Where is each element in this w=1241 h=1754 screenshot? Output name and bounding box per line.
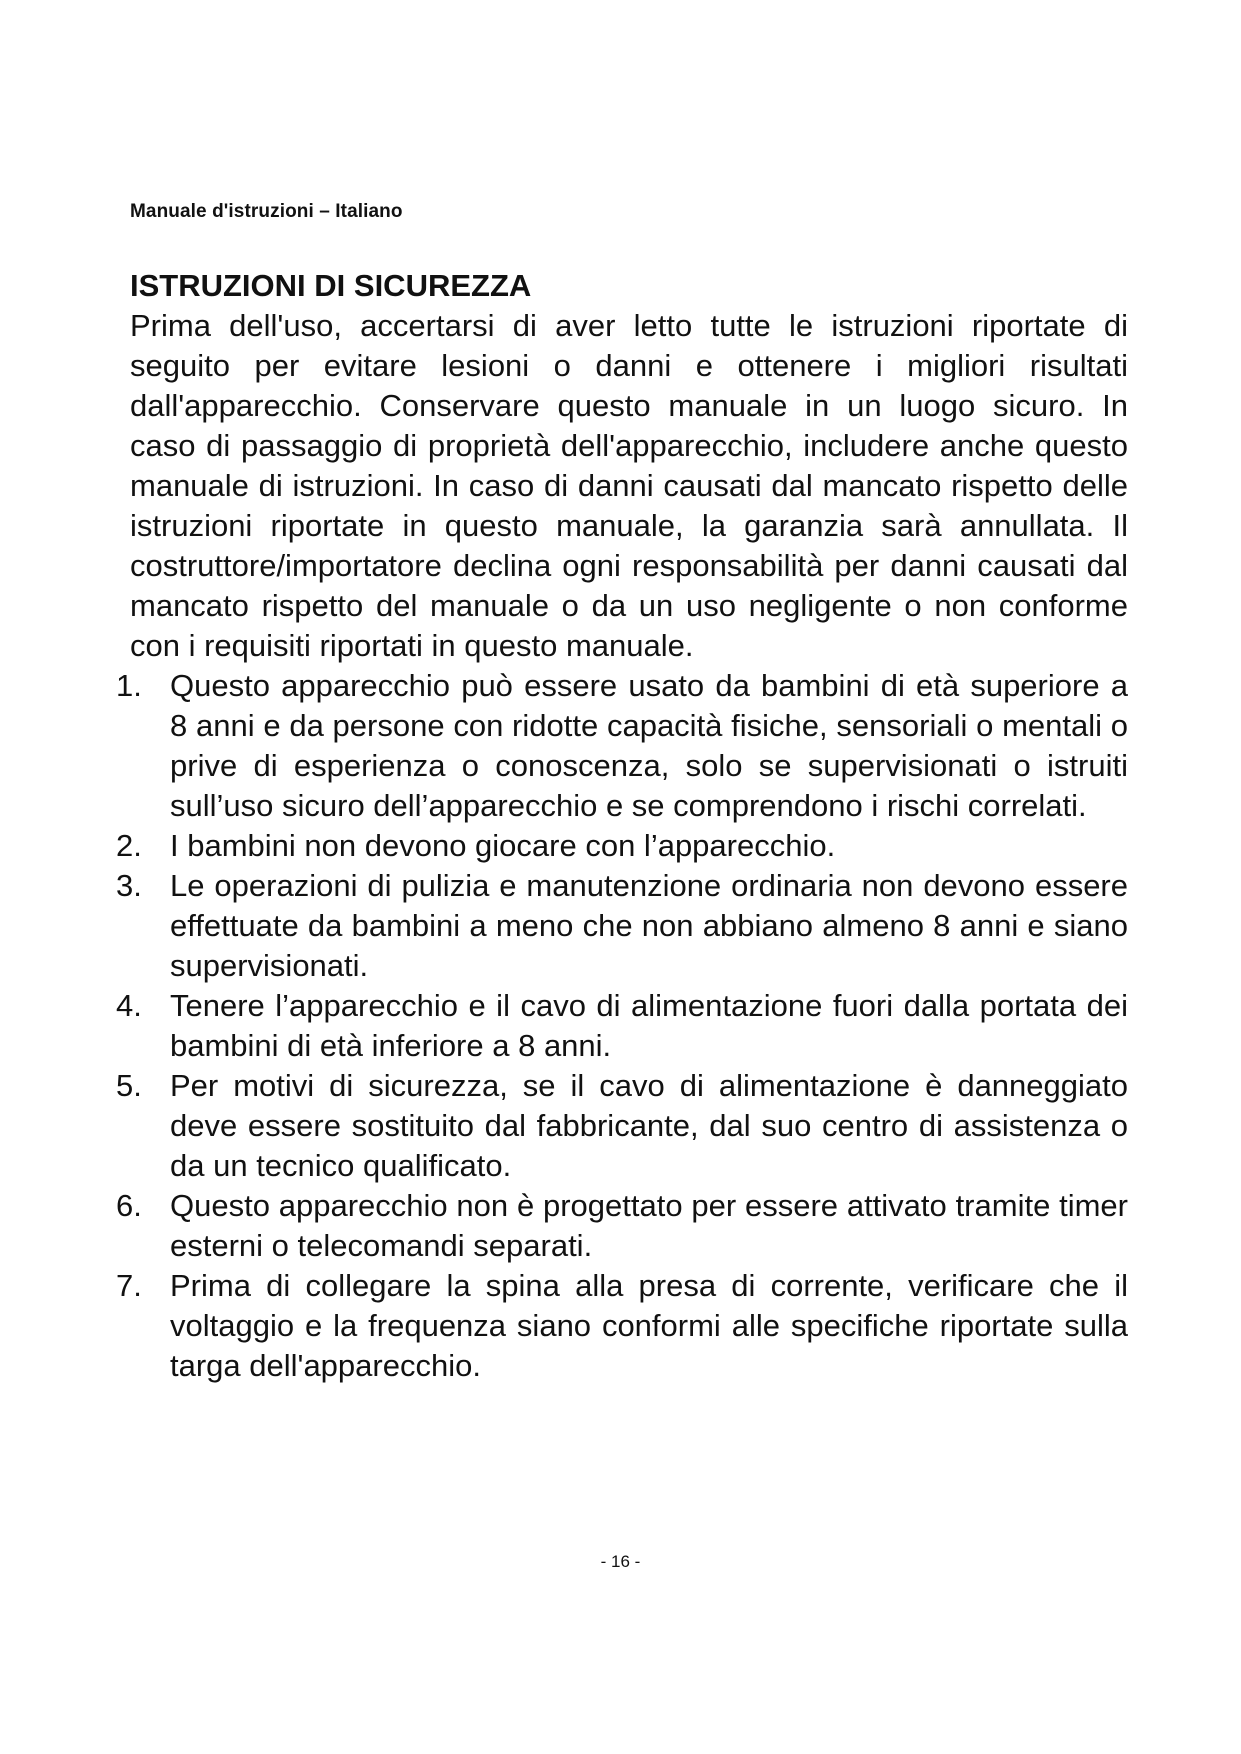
item-number: 7. bbox=[116, 1268, 142, 1303]
item-text: Questo apparecchio può essere usato da bambini di età superiore a 8 anni e da persone con ridotte capacità fisiche, sensoriali o mentali o prive di esperienza o conoscenza, solo se supervisionati o istruiti sull’uso sicuro dell’apparecchio e se comprendono i rischi correlati. bbox=[170, 668, 1128, 823]
list-item bbox=[116, 1066, 1128, 1186]
item-text: Questo apparecchio non è progettato per essere attivato tramite timer esterni o telecomandi separati. bbox=[170, 1188, 1128, 1263]
item-text: I bambini non devono giocare con l’apparecchio. bbox=[170, 828, 836, 863]
item-number: 3. bbox=[116, 868, 142, 903]
page-number: - 16 - bbox=[600, 1552, 641, 1571]
item-text: Prima di collegare la spina alla presa di corrente, verificare che il voltaggio e la frequenza siano conformi alle specifiche riportate sulla targa dell'apparecchio. bbox=[170, 1268, 1128, 1383]
intro-paragraph: Prima dell'uso, accertarsi di aver letto tutte le istruzioni riportate di seguito per evitare lesioni o danni e ottenere i migliori risultati dall'apparecchio. Conservare questo manuale in un luogo sicuro. In caso di passaggio di proprietà dell'apparecchio, includere anche questo manuale di istruzioni. In caso di danni causati dal mancato rispetto delle istruzioni riportate in questo manuale, la garanzia sarà annullata. Il costruttore/importatore declina ogni responsabilità per danni causati dal mancato rispetto del manuale o da un uso negligente o non conforme con i requisiti riportati in questo manuale. bbox=[130, 308, 1128, 663]
item-number: 5. bbox=[116, 1068, 142, 1103]
item-number: 1. bbox=[116, 668, 142, 703]
list-item bbox=[116, 866, 1128, 986]
list-item bbox=[116, 666, 1128, 826]
running-header: Manuale d'istruzioni – Italiano bbox=[130, 201, 403, 222]
safety-section bbox=[116, 266, 1128, 1386]
list-item bbox=[116, 1186, 1128, 1266]
item-number: 2. bbox=[116, 828, 142, 863]
section-title: ISTRUZIONI DI SICUREZZA bbox=[130, 268, 532, 303]
safety-instructions-list bbox=[116, 666, 1128, 1386]
item-number: 6. bbox=[116, 1188, 142, 1223]
item-number: 4. bbox=[116, 988, 142, 1023]
list-item bbox=[116, 986, 1128, 1066]
item-text: Per motivi di sicurezza, se il cavo di alimentazione è danneggiato deve essere sostituito dal fabbricante, dal suo centro di assistenza o da un tecnico qualificato. bbox=[170, 1068, 1128, 1183]
item-text: Tenere l’apparecchio e il cavo di alimentazione fuori dalla portata dei bambini di età inferiore a 8 anni. bbox=[170, 988, 1128, 1063]
item-text: Le operazioni di pulizia e manutenzione ordinaria non devono essere effettuate da bambini a meno che non abbiano almeno 8 anni e siano supervisionati. bbox=[170, 868, 1128, 983]
list-item bbox=[116, 1266, 1128, 1386]
list-item bbox=[116, 826, 1128, 866]
